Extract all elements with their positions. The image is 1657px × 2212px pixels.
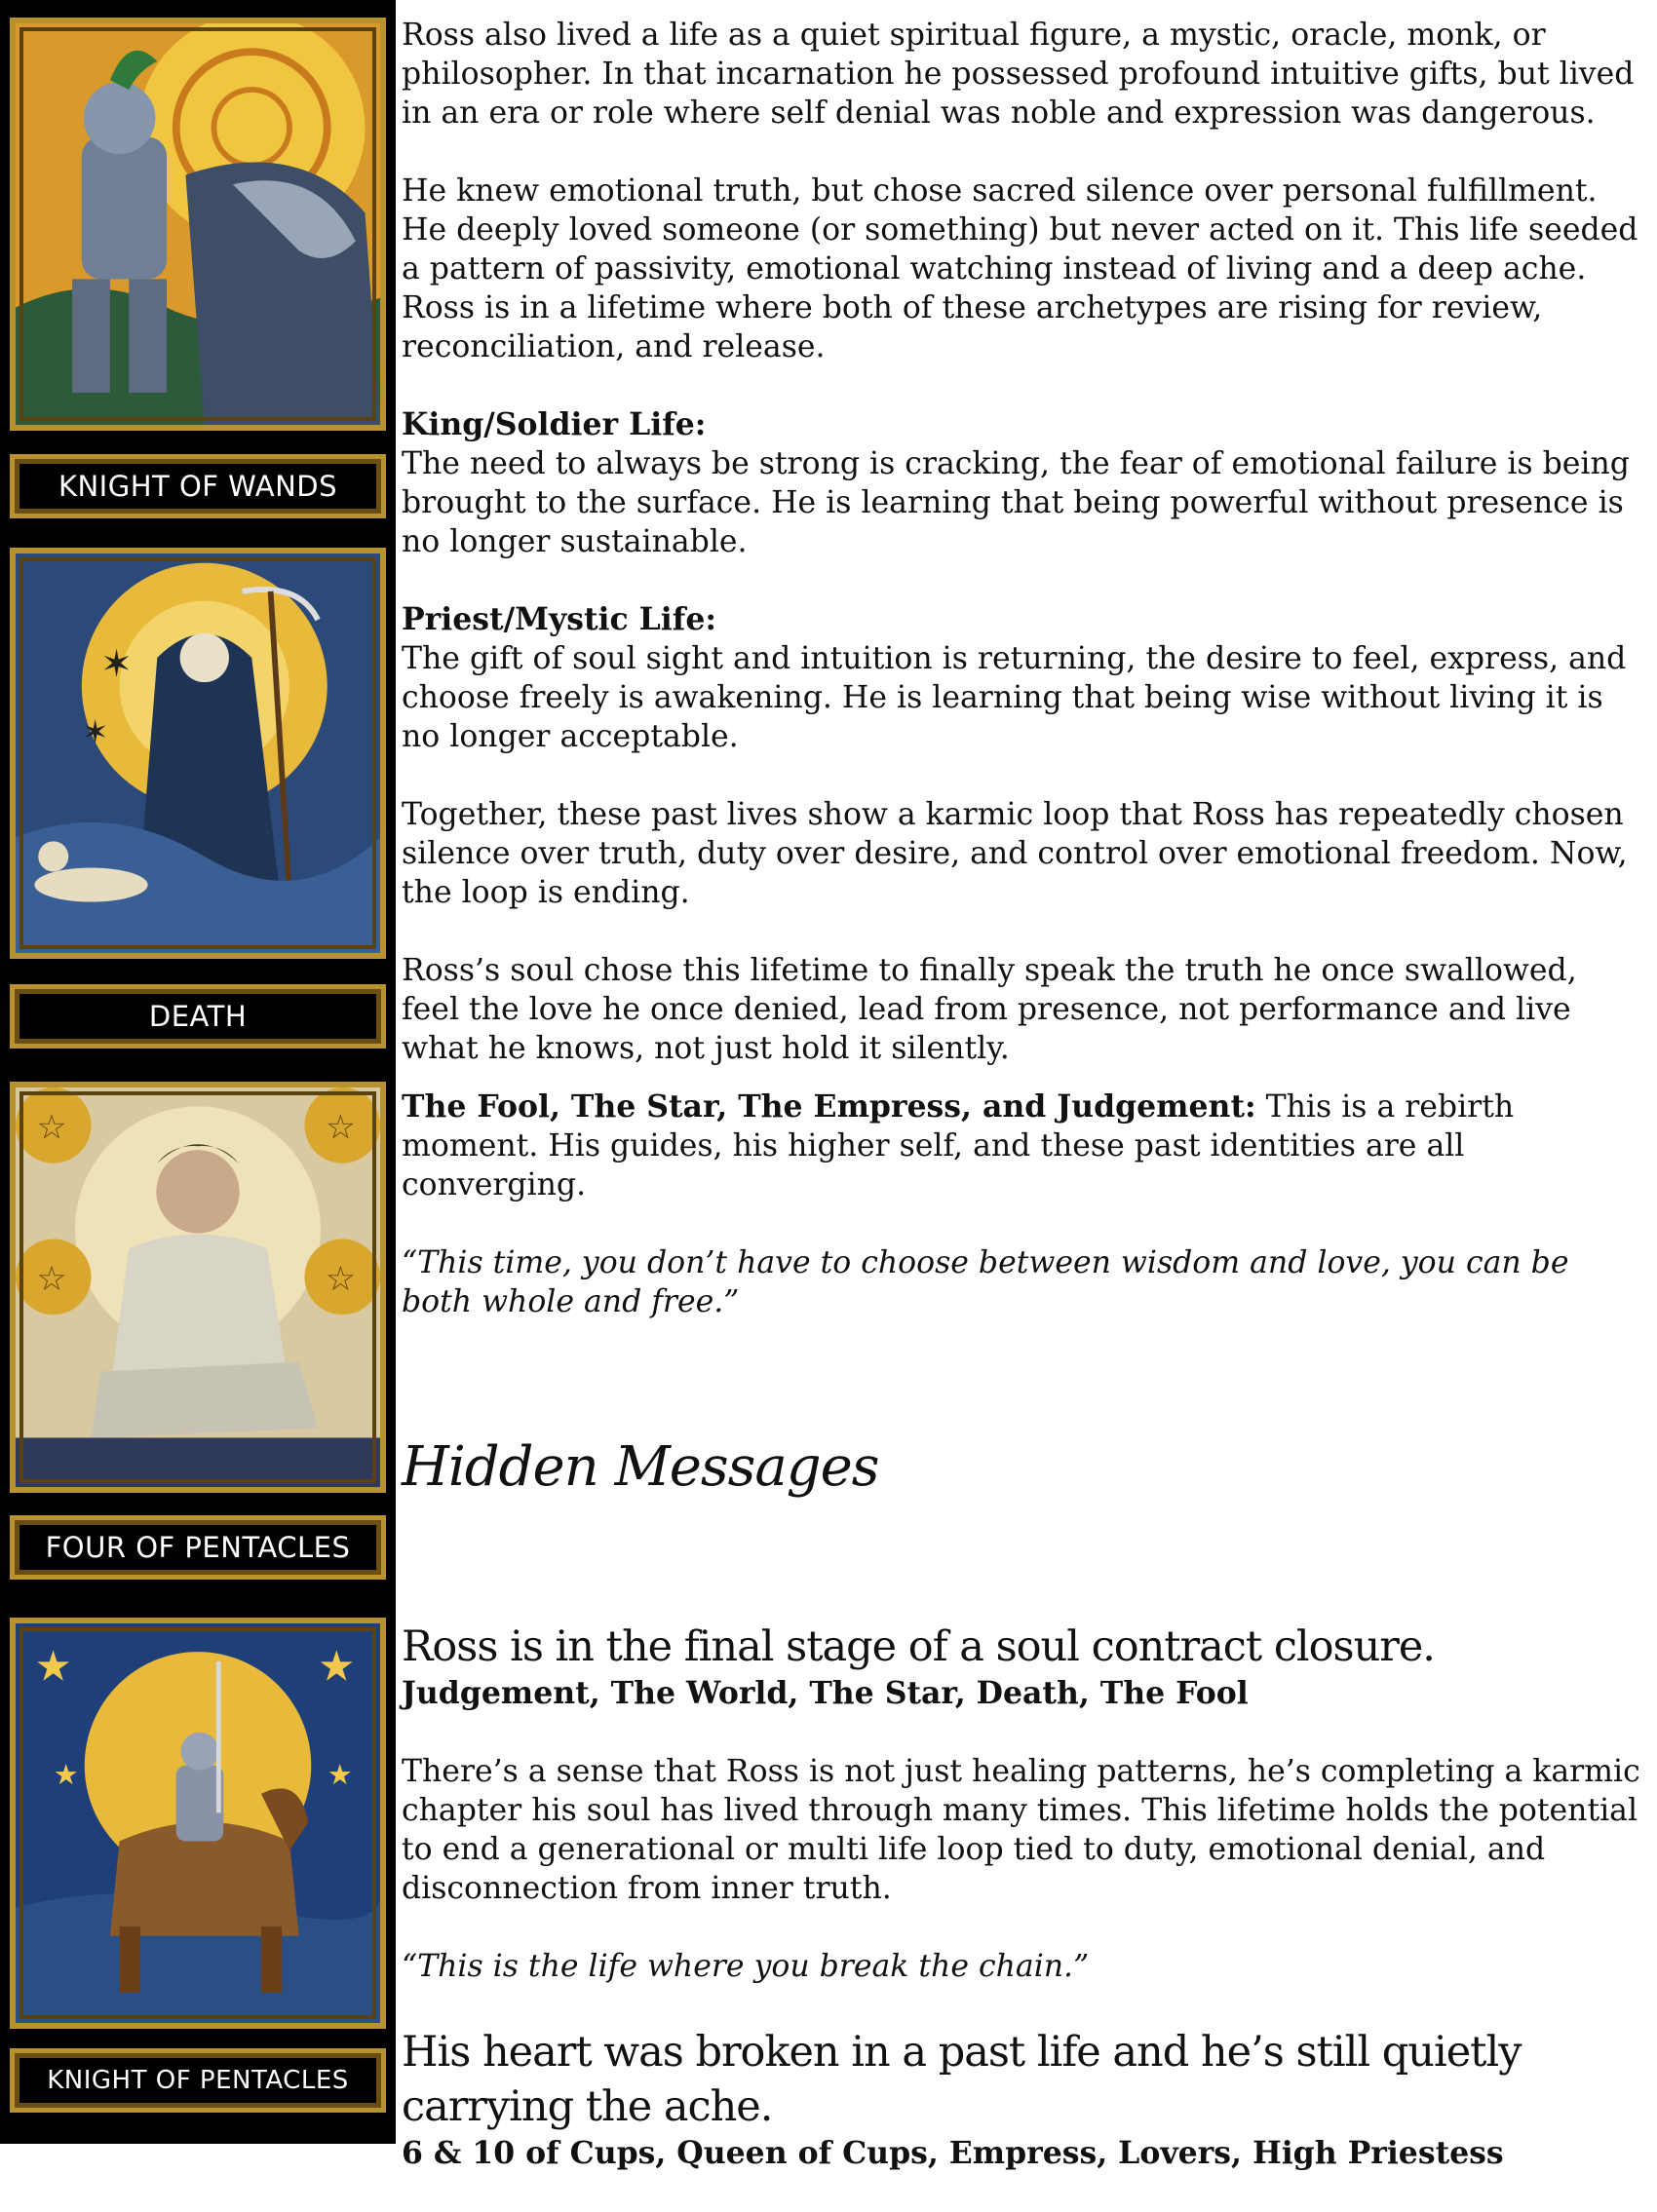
card-label: KNIGHT OF WANDS — [10, 454, 386, 518]
paragraph-mystic-life: Ross also lived a life as a quiet spiritual figure, a mystic, oracle, monk, or philosopher. In that incarnation he possessed profound intuitive gifts, but lived in an era or role where self denial was noble and expression was dangerous. — [402, 18, 1635, 131]
grim-reaper-image — [10, 548, 386, 959]
rebirth-section — [402, 1087, 1641, 1204]
svg-text:✶: ✶ — [100, 642, 133, 687]
reading-text — [402, 16, 1641, 2212]
svg-text:★: ★ — [318, 1642, 356, 1692]
card-label: KNIGHT OF PENTACLES — [10, 2048, 386, 2113]
priest-mystic-heading: Priest/Mystic Life: — [402, 601, 716, 637]
svg-text:★: ★ — [53, 1758, 79, 1792]
paragraph-emotional-truth: He knew emotional truth, but chose sacred silence over personal fulfillment. He deeply loved someone (or something) but never acted on it. This life seeded a pattern of passivity, emotional watching instead of living and a deep ache. Ross is in a lifetime where both of these archetypes are rising for review, reconciliation, and release. — [402, 173, 1638, 364]
knight-on-horse-image — [10, 18, 386, 431]
king-soldier-section — [402, 405, 1641, 561]
paragraph-karmic-loop: Together, these past lives show a karmic loop that Ross has repeatedly chosen silence over truth, duty over desire, and control over emotional freedom. Now, the loop is ending. — [402, 797, 1628, 910]
rebirth-text: This is a rebirth moment. His guides, his higher self, and these past identities are all converging. — [402, 1089, 1515, 1202]
svg-text:☆: ☆ — [36, 1108, 67, 1148]
svg-text:✶: ✶ — [81, 712, 109, 751]
card-label: FOUR OF PENTACLES — [10, 1515, 386, 1580]
rebirth-heading: The Fool, The Star, The Empress, and Judgement: — [402, 1088, 1256, 1125]
section-title-hidden-messages: Hidden Messages — [402, 1435, 879, 1499]
paragraph-soul-choice: Ross’s soul chose this lifetime to finally speak the truth he once swallowed, feel the love he once denied, lead from presence, not performance and live what he knows, not just hold it silently. — [402, 953, 1577, 1066]
knight-on-brown-horse-image — [10, 1618, 386, 2029]
svg-text:☆: ☆ — [325, 1259, 357, 1299]
paragraph-soul-contract: There’s a sense that Ross is not just healing patterns, he’s completing a karmic chapter his soul has lived through many times. This lifetime holds the potential to end a generational or multi life loop tied to duty, emotional denial, and disconnection from inner truth. — [402, 1754, 1640, 1906]
cards-broken-heart: 6 & 10 of Cups, Queen of Cups, Empress, Lovers, High Priestess — [402, 2135, 1504, 2171]
svg-text:☆: ☆ — [325, 1108, 357, 1148]
quote-break-chain: “This is the life where you break the chain.” — [402, 1949, 1090, 1984]
heading-broken-heart: His heart was broken in a past life and he’s still quietly carrying the ache. — [402, 2028, 1522, 2131]
svg-text:★: ★ — [34, 1642, 72, 1692]
tarot-card-strip — [0, 0, 396, 2144]
svg-text:★: ★ — [327, 1758, 353, 1792]
card-label: DEATH — [10, 984, 386, 1049]
king-soldier-text: The need to always be strong is cracking, the fear of emotional failure is being brought to the surface. He is learning that being powerful without presence is no longer sustainable. — [402, 446, 1630, 559]
quote-wisdom-love: “This time, you don’t have to choose between wisdom and love, you can be both whole and free.” — [402, 1245, 1569, 1319]
cards-soul-contract: Judgement, The World, The Star, Death, The Fool — [402, 1675, 1249, 1711]
seated-man-pentacles-image — [10, 1082, 386, 1493]
priest-mystic-text: The gift of soul sight and intuition is returning, the desire to feel, express, and choose freely is awakening. He is learning that being wise without living it is no longer acceptable. — [402, 641, 1627, 754]
svg-text:☆: ☆ — [36, 1259, 67, 1299]
priest-mystic-section — [402, 600, 1641, 756]
heading-soul-contract: Ross is in the final stage of a soul contract closure. — [402, 1622, 1435, 1671]
king-soldier-heading: King/Soldier Life: — [402, 406, 707, 442]
